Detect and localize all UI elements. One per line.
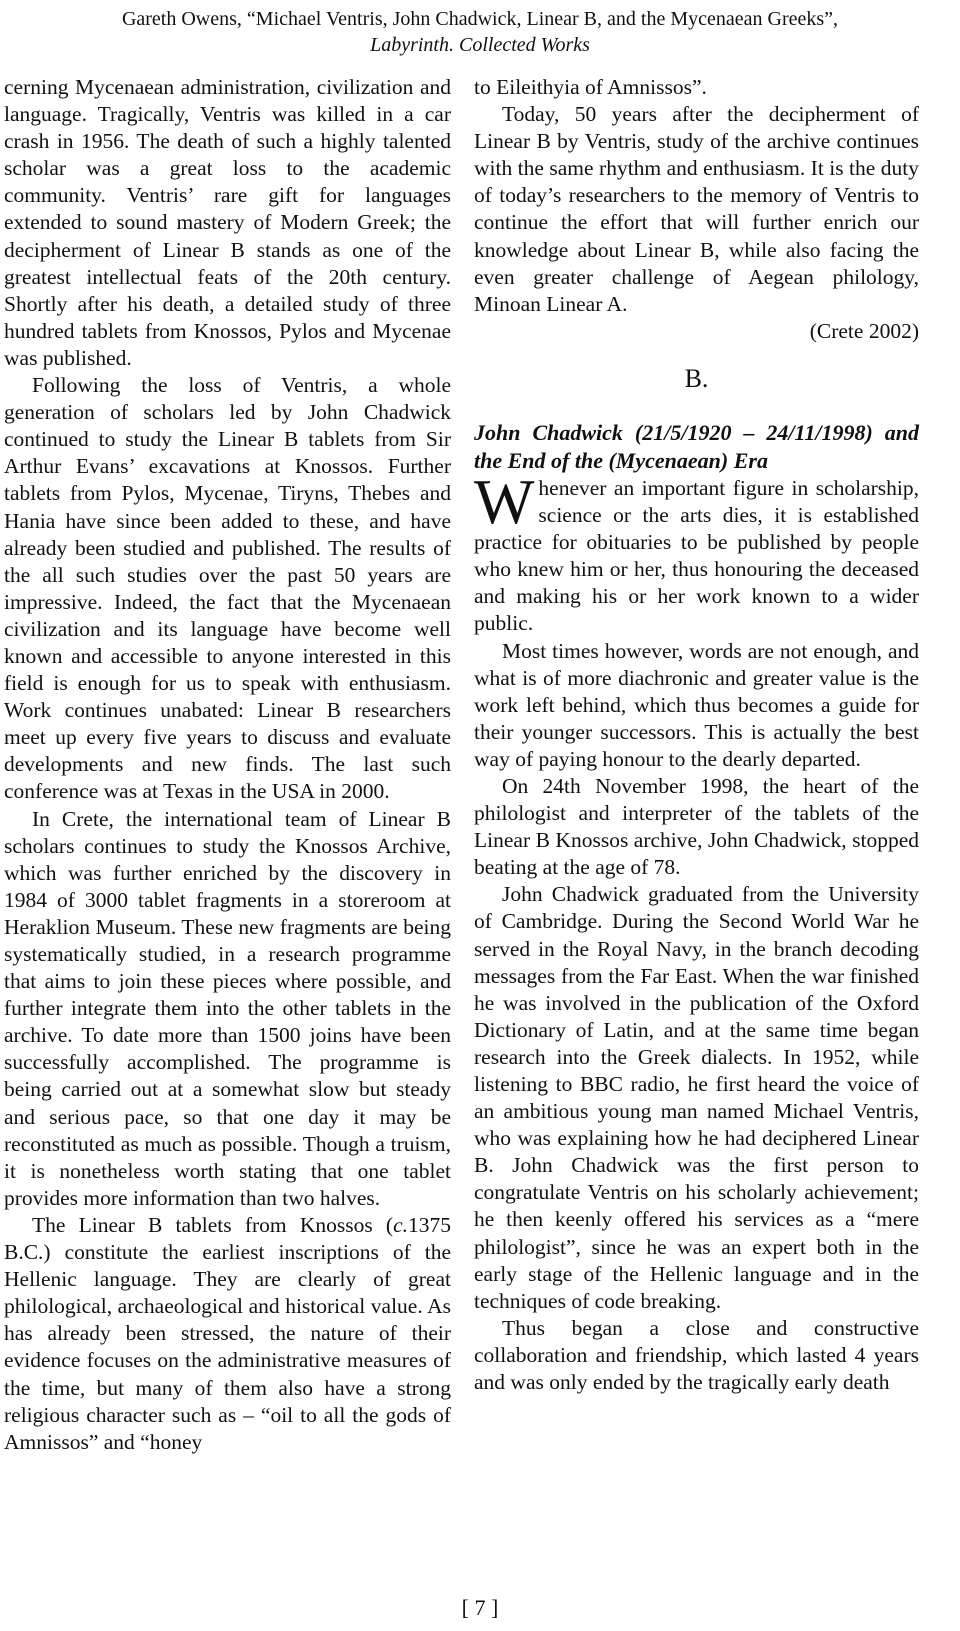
right-paragraph-1: to Eileithyia of Amnissos”. <box>474 75 707 99</box>
drop-cap: W <box>474 465 535 537</box>
section-letter: B. <box>684 363 709 393</box>
running-header <box>0 6 960 58</box>
right-paragraph-3 <box>474 465 919 638</box>
left-paragraph-1: cerning Mycenaean administration, civilization and language. Tragically, Ventris was killed in a car crash in 1956. The death of such a highly talented scholar was a great loss to the academic community. Ventris’ rare gift for languages extended to sound mastery of Modern Greek; the decipherment of Linear B stands as one of the greatest intellectual feats of the 20th century. Shortly after his death, a detailed study of three hundred tablets from Knossos, Pylos and Mycenae was published. <box>4 75 451 370</box>
left-paragraph-2: Following the loss of Ventris, a whole generation of scholars led by John Chadwick continued to study the Linear B tablets from Sir Arthur Evans’ excavations at Knossos. Further tablets from Pylos, Mycenae, Tiryns, Thebes and Hania have since been added to these, and have already been studied and published. The results of the all such studies over the past 50 years are impressive. Indeed, the fact that the Mycenaean civilization and its language have become well known and accessible to anyone interested in this field is enough for us to speak with enthusiasm. Work continues unabated: Linear B researchers meet up every five years to discuss and evaluate developments and new finds. The last such conference was at Texas in the USA in 2000. <box>4 373 451 804</box>
page-number: [ 7 ] <box>461 1595 499 1620</box>
right-column <box>474 74 919 1396</box>
section-title: John Chadwick (21/5/1920 – 24/11/1998) and the End of the (Mycenaean) Era <box>474 419 919 473</box>
p4-text-before: The Linear B tablets from Knossos ( <box>32 1212 394 1237</box>
header-collection-title: Labyrinth. Collected Works <box>370 34 590 56</box>
left-paragraph-4 <box>4 1212 451 1456</box>
right-paragraph-2: Today, 50 years after the decipherment of Linear B by Ventris, study of the archive continues with the same rhythm and enthusiasm. It is the duty of today’s researchers to the memory of Ventris to continue the effort that will further enrich our knowledge about Linear B, while also facing the even greater challenge of Aegean philology, Minoan Linear A. <box>474 102 919 316</box>
p4-text-after: 1375 B.C.) constitute the earliest inscriptions of the Hellenic language. They are clearly of great philological, archaeological and historical value. As has already been stressed, the nature of their evidence focuses on the administrative measures of the time, but many of them also have a strong religious character such as – “oil to all the gods of Amnissos” and “honey <box>4 1212 451 1454</box>
right-paragraph-4: Most times however, words are not enough, and what is of more diachronic and greater value is the work left behind, which thus becomes a guide for their younger successors. This is actually the best way of paying honour to the dearly departed. <box>474 638 919 771</box>
circa-abbrev: c. <box>393 1212 408 1237</box>
left-column <box>4 74 451 1456</box>
right-paragraph-6: John Chadwick graduated from the University of Cambridge. During the Second World War he served in the Royal Navy, in the branch decoding messages from the Far East. When the war finished he was involved in the publication of the Oxford Dictionary of Latin, and at the same time began research into the Greek dialects. In 1952, while listening to BBC radio, he first heard the voice of an ambitious young man named Michael Ventris, who was explaining how he had deciphered Linear B. John Chadwick was the first person to congratulate Ventris on his scholarly achievement; he then keenly offered his services as a “mere philologist”, since he was an expert both in the early stage of the Hellenic language and in the techniques of code breaking. <box>474 882 919 1313</box>
right-paragraph-5: On 24th November 1998, the heart of the philologist and interpreter of the tablets of the Linear B Knossos archive, John Chadwick, stopped beating at the age of 78. <box>474 773 919 880</box>
right-paragraph-3-text: henever an important figure in scholarship, science or the arts dies, it is established practice for obituaries to be published by people who knew him or her, thus honouring the deceased and making his or her work known to a wider public. <box>474 475 919 636</box>
left-paragraph-3: In Crete, the international team of Linear B scholars continues to study the Knossos Archive, which was further enriched by the discovery in 1984 of 3000 tablet fragments in a storeroom at Heraklion Museum. These new fragments are being systematically studied, in a research programme that aims to join these pieces where possible, and further integrate them into the other tablets in the archive. To date more than 1500 joins have been successfully accomplished. The programme is being carried out at a somewhat slow but steady and serious pace, so that one day it may be reconstituted as much as possible. Though a truism, it is nonetheless worth stating that one tablet provides more information than two halves. <box>4 806 451 1210</box>
place-date: (Crete 2002) <box>809 318 919 343</box>
header-citation: Gareth Owens, “Michael Ventris, John Chadwick, Linear B, and the Mycenaean Greeks”, <box>121 8 839 30</box>
right-paragraph-7: Thus began a close and constructive collaboration and friendship, which lasted 4 years and was only ended by the tragically early death <box>474 1315 919 1395</box>
